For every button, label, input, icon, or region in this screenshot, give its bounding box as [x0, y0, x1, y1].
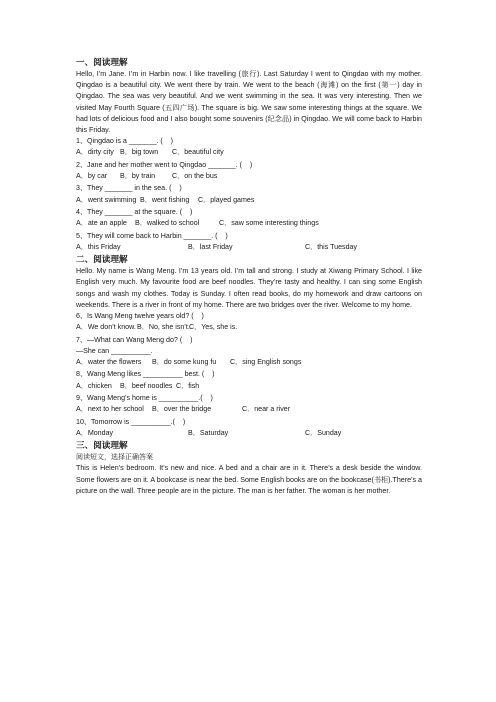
section-2-passage: Hello. My name is Wang Meng. I’m 13 years old. I’m tall and strong. I study at Xiwang Primary School. I like English very much. My favourite food are beef noodles. They’re tasty and healthy. I can sing some English songs and wash my clothes. Today is Sunday. I often read books, do my homework and draw cartoons on weekends. There is a river in front of my home. There are two bridges over the river. Welcome to my home.	[76, 267, 422, 309]
section-1-passage: Hello, I’m Jane. I’m in Harbin now. I like travelling (旅行). Last Saturday I went to Qingdao with my mother. Qingdao is a beautiful city. We went there by train. We went to the beach (海滩) on the first (第一) day in Qingdao. The sea was very beautiful. And we went swimming in the sea. It was very interesting. Then we visited May Fourth Square (五四广场). The square is big. We saw some interesting things at the square. We had lots of delicious food and I also bought some souvenirs (纪念品) in Qingdao. We will come back to Harbin this Friday.	[76, 70, 422, 135]
option-c[interactable]: C．beautiful city	[172, 148, 224, 157]
section-3-passage: This is Helen’s bedroom. It’s new and nice. A bed and a chair are in it. There’s a desk beside the window. Some flowers are on it. A bookcase is near the bed. Some English books are on the bookcase(书柜).There’s a picture on the wall. Three people are in the picture. The man is her father. The woman is her mother.	[76, 464, 422, 495]
question-7-answer-line: —She can __________.	[76, 346, 153, 355]
question-9: 9、Wang Meng’s home is __________.( )	[76, 393, 213, 402]
option-a[interactable]: A．chicken	[76, 381, 112, 390]
question-1: 1、Qingdao is a _______. ( )	[76, 137, 174, 146]
section-2-heading: 二、阅读理解	[76, 255, 128, 266]
question-2-options	[76, 171, 422, 183]
section-1-heading: 一、阅读理解	[76, 58, 128, 68]
question-10: 10、Tomorrow is __________.( )	[76, 417, 186, 426]
option-b[interactable]: B．went fishing	[140, 195, 190, 204]
option-a[interactable]: A．went swimming	[76, 195, 137, 204]
option-c[interactable]: C．sing English songs	[230, 358, 302, 366]
option-a[interactable]: A．We don’t know.	[76, 323, 136, 332]
question-5: 5、They will come back to Harbin _______. ( )	[76, 231, 228, 240]
question-2: 2、Jane and her mother went to Qingdao _______. ( )	[76, 160, 253, 169]
option-a[interactable]: A．water the flowers	[76, 358, 142, 366]
option-c[interactable]: C．fish	[176, 381, 200, 390]
option-b[interactable]: B．No, she isn’t.	[137, 323, 190, 332]
option-a[interactable]: A．ate an apple	[76, 219, 127, 228]
option-b[interactable]: B．by train	[120, 172, 156, 181]
question-4-options	[76, 218, 422, 230]
section-3-heading: 三、阅读理解	[76, 441, 128, 452]
question-10-options	[76, 428, 422, 440]
option-c[interactable]: C．this Tuesday	[305, 242, 358, 251]
option-b[interactable]: B．walked to school	[135, 219, 200, 228]
question-7-options	[76, 357, 422, 369]
question-6-options	[76, 322, 422, 334]
option-b[interactable]: B．big town	[120, 148, 159, 157]
question-8: 8、Wang Meng likes __________ best. ( )	[76, 370, 215, 379]
section-3-instruction: 阅读短文，选择正确答案	[76, 453, 153, 462]
worksheet-content	[76, 57, 422, 497]
option-a[interactable]: A．next to her school	[76, 405, 144, 414]
option-c[interactable]: C．Yes, she is.	[189, 323, 238, 332]
option-b[interactable]: B．beef noodles	[120, 381, 173, 390]
option-b[interactable]: B．Saturday	[188, 428, 229, 437]
question-1-options	[76, 147, 422, 159]
option-c[interactable]: C．on the bus	[172, 172, 218, 181]
question-9-options	[76, 404, 422, 416]
question-8-options	[76, 381, 422, 393]
option-a[interactable]: A．Monday	[76, 428, 114, 437]
question-4: 4、They _______ at the square. ( )	[76, 208, 193, 216]
option-b[interactable]: B．do some kung fu	[152, 358, 217, 366]
option-b[interactable]: B．last Friday	[188, 242, 233, 251]
option-c[interactable]: C．saw some interesting things	[219, 219, 319, 228]
question-6: 6、Is Wang Meng twelve years old? ( )	[76, 312, 204, 320]
option-c[interactable]: C．near a river	[242, 405, 291, 414]
option-c[interactable]: C．played games	[198, 195, 255, 204]
option-b[interactable]: B．over the bridge	[152, 405, 212, 414]
option-a[interactable]: A．this Friday	[76, 242, 121, 251]
question-5-options	[76, 242, 422, 254]
question-7: 7、—What can Wang Meng do? ( )	[76, 335, 193, 344]
option-a[interactable]: A．dirty city	[76, 148, 114, 157]
option-a[interactable]: A．by car	[76, 172, 108, 181]
question-3-options	[76, 195, 422, 207]
option-c[interactable]: C．Sunday	[305, 428, 342, 437]
question-3: 3、They _______ in the sea. ( )	[76, 184, 182, 193]
